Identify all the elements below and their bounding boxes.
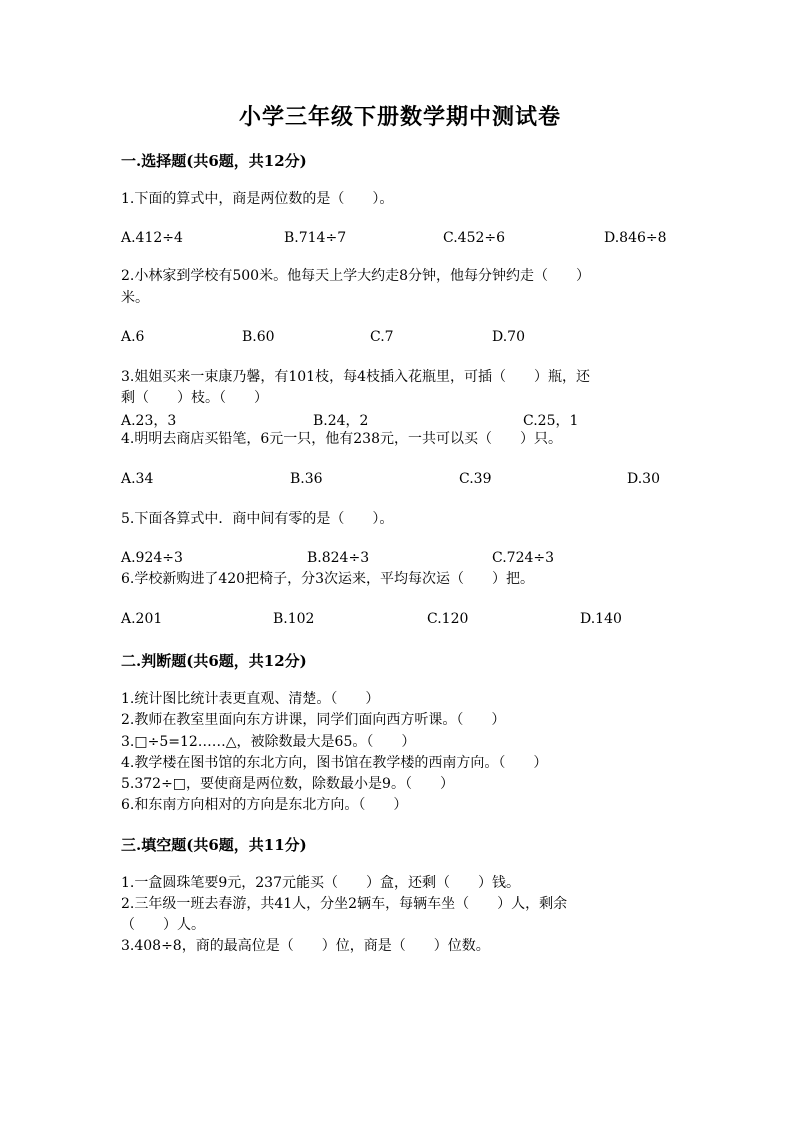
option-b: B.714÷7: [284, 230, 347, 246]
option-d: D.140: [580, 611, 622, 627]
option-b: B.102: [273, 611, 315, 627]
option-b: B.36: [290, 471, 323, 487]
option-a: A.6: [121, 329, 145, 345]
option-c: C.25，1: [523, 413, 579, 429]
option-a: A.23，3: [121, 413, 177, 429]
option-c: C.724÷3: [492, 550, 555, 566]
question-text: （ ）人。: [121, 917, 205, 933]
question-text: 6.学校新购进了420把椅子，分3次运来，平均每次运（ ）把。: [121, 571, 534, 587]
question-text: 1.下面的算式中，商是两位数的是（ ）。: [121, 191, 394, 207]
option-c: C.7: [370, 329, 394, 345]
question-text: 剩（ ）枝。（ ）: [121, 390, 268, 406]
section-heading-fill-blank: 三.填空题(共6题，共11分): [121, 836, 307, 854]
statement-text: 3.□÷5=12……△，被除数最大是65。（ ）: [121, 734, 416, 750]
statement-text: 6.和东南方向相对的方向是东北方向。（ ）: [121, 797, 408, 813]
option-d: D.846÷8: [604, 230, 667, 246]
statement-text: 2.教师在教室里面向东方讲课，同学们面向西方听课。（ ）: [121, 712, 506, 728]
option-d: D.70: [492, 329, 525, 345]
option-b: B.24，2: [313, 413, 369, 429]
section-heading-judgment: 二.判断题(共6题，共12分): [121, 652, 307, 670]
question-text: 3.姐姐买来一束康乃馨，有101枝，每4枝插入花瓶里，可插（ ）瓶，还: [121, 369, 590, 385]
question-text: 5.下面各算式中．商中间有零的是（ ）。: [121, 511, 394, 527]
question-text: 4.明明去商店买铅笔，6元一只，他有238元，一共可以买（ ）只。: [121, 431, 562, 447]
option-d: D.30: [627, 471, 660, 487]
option-c: C.39: [459, 471, 492, 487]
option-a: A.924÷3: [121, 550, 183, 566]
option-a: A.201: [121, 611, 163, 627]
statement-text: 5.372÷□，要使商是两位数，除数最小是9。（ ）: [121, 776, 454, 792]
page-title: 小学三年级下册数学期中测试卷: [238, 104, 561, 130]
statement-text: 4.教学楼在图书馆的东北方向，图书馆在教学楼的西南方向。（ ）: [121, 755, 548, 771]
option-b: B.824÷3: [307, 550, 370, 566]
option-c: C.120: [427, 611, 469, 627]
option-a: A.412÷4: [121, 230, 183, 246]
question-text: 2.小林家到学校有500米。他每天上学大约走8分钟，他每分钟约走（ ）: [121, 268, 590, 284]
option-b: B.60: [242, 329, 275, 345]
section-heading-choice: 一.选择题(共6题，共12分): [121, 152, 307, 170]
option-a: A.34: [121, 471, 154, 487]
statement-text: 1.统计图比统计表更直观、清楚。（ ）: [121, 691, 380, 707]
question-text: 1.一盒圆珠笔要9元，237元能买（ ）盒，还剩（ ）钱。: [121, 875, 520, 891]
question-text: 2.三年级一班去春游，共41人，分坐2辆车，每辆车坐（ ）人，剩余: [121, 896, 568, 912]
question-text: 米。: [121, 290, 149, 306]
option-c: C.452÷6: [443, 230, 506, 246]
question-text: 3.408÷8，商的最高位是（ ）位，商是（ ）位数。: [121, 938, 490, 954]
